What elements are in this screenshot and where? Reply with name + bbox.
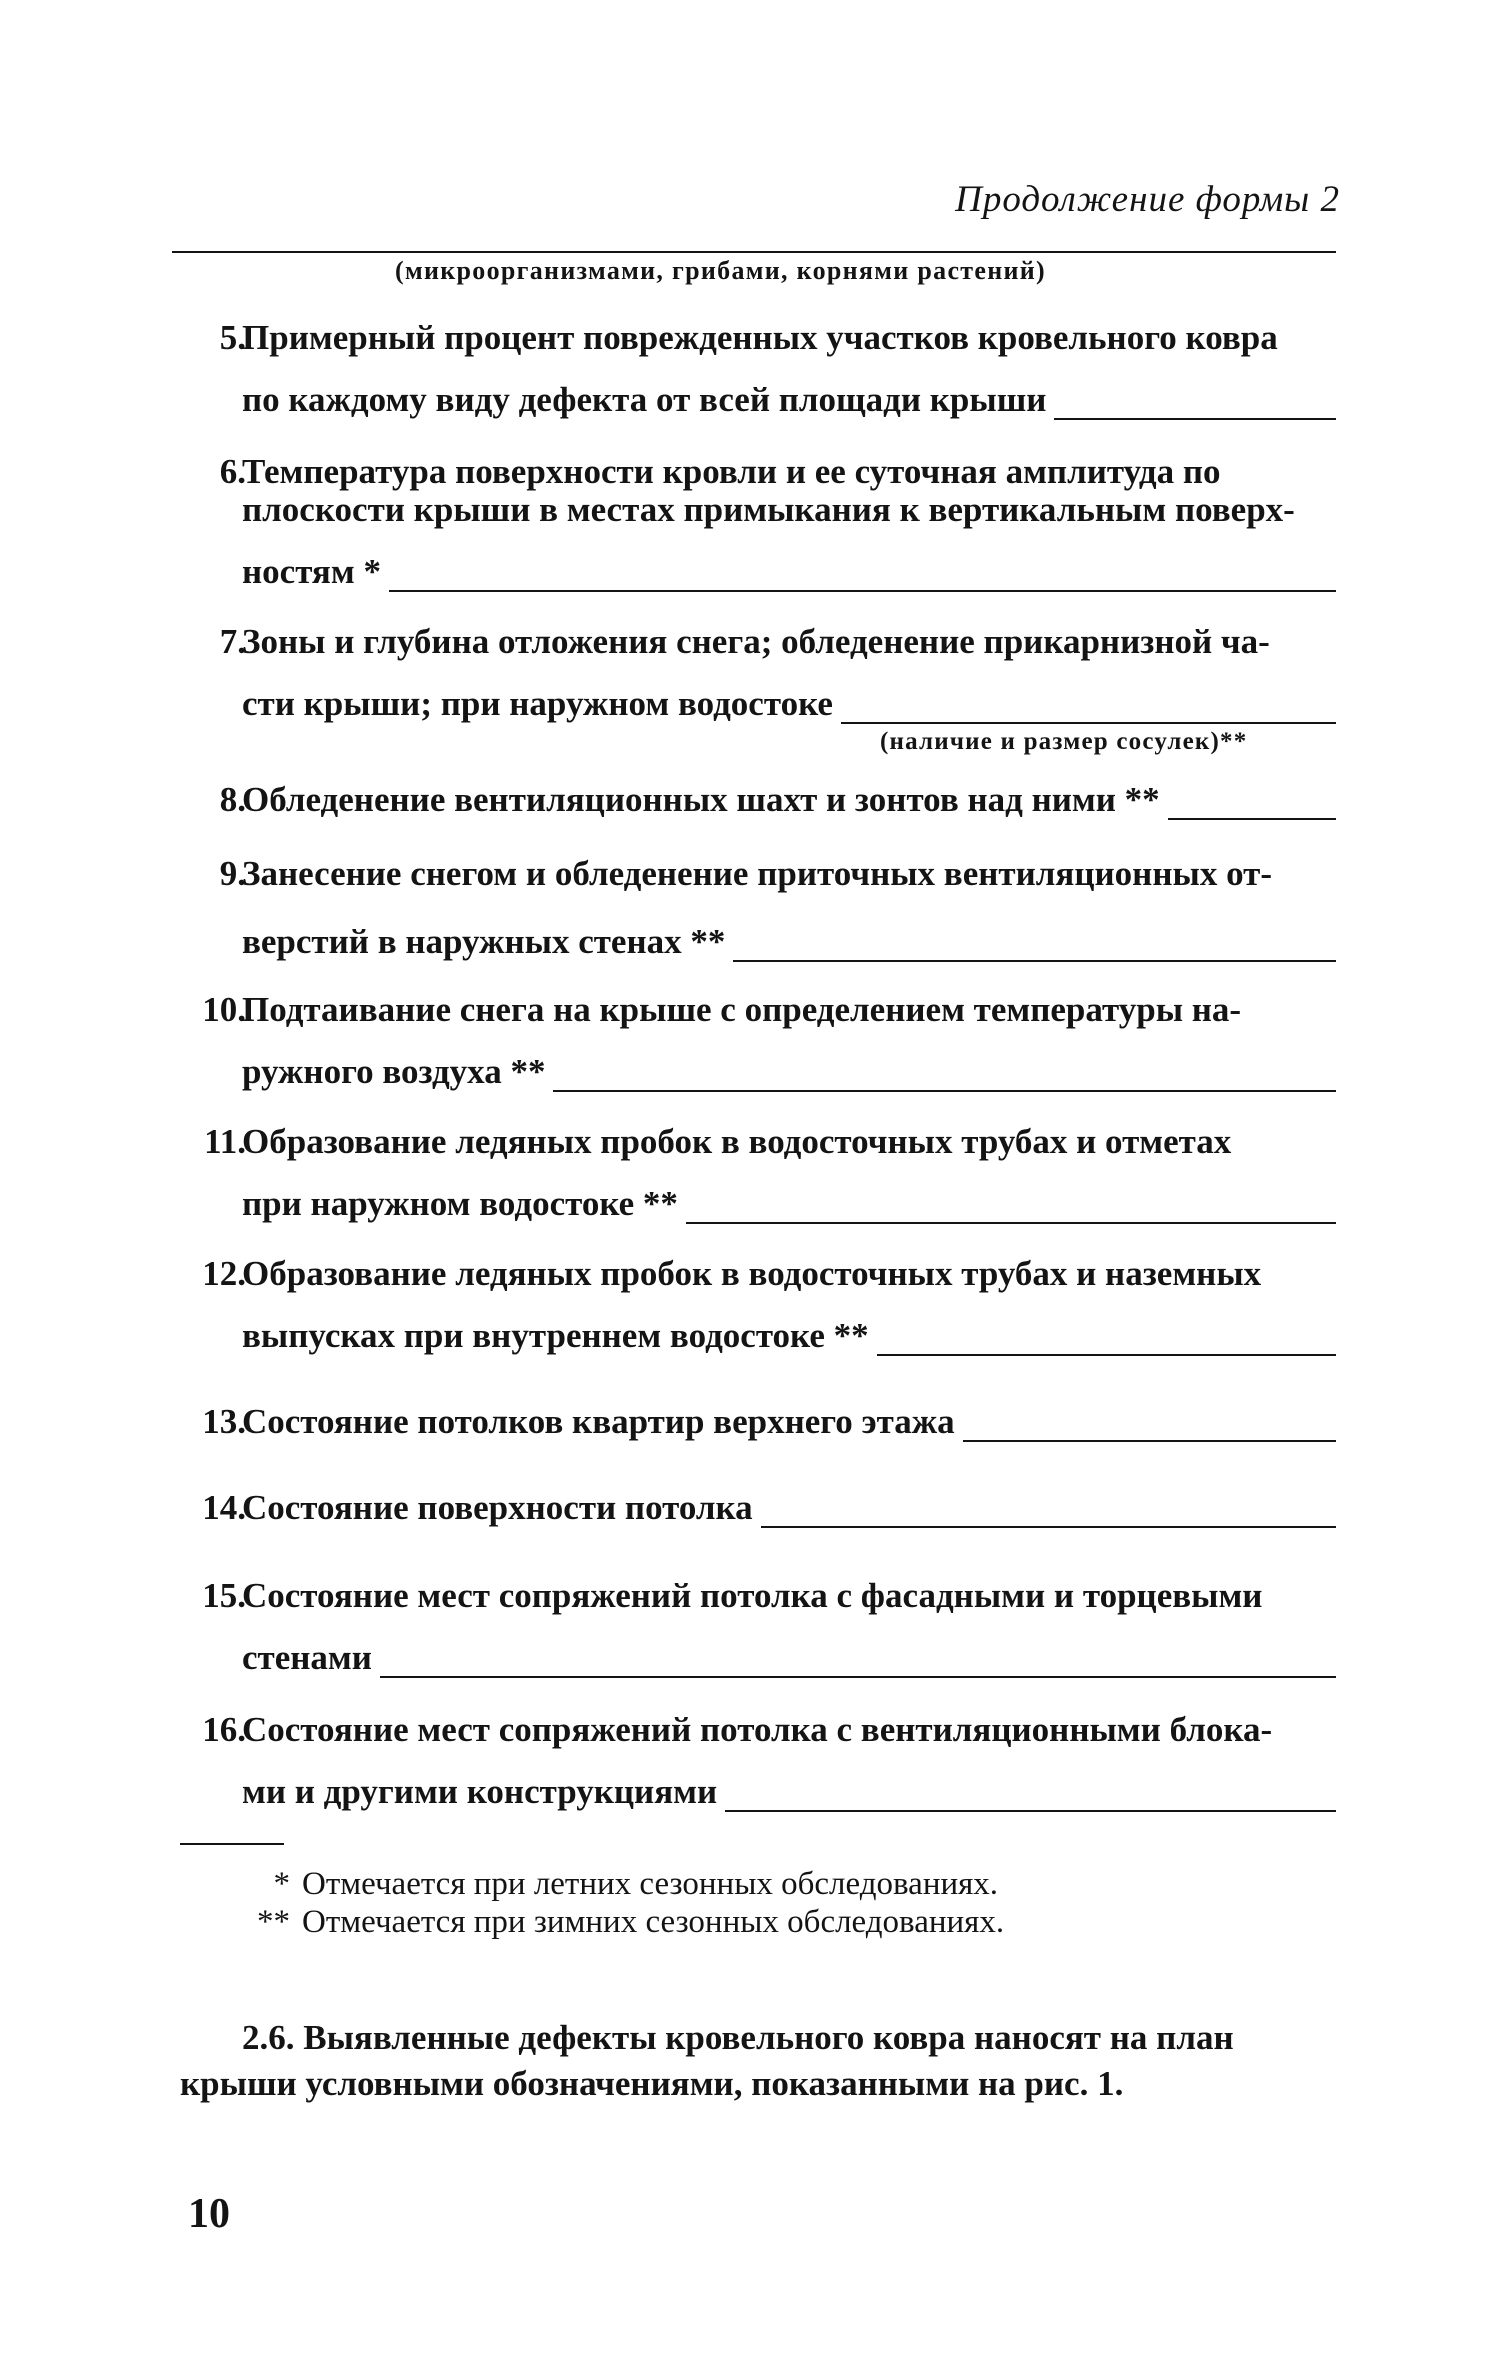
page-number: 10 — [188, 2191, 230, 2237]
answer-caption: (наличие и размер сосулек)** — [880, 728, 1248, 755]
answer-line — [877, 1324, 1336, 1356]
item-text-line: Состояние мест сопряжений потолка с фасадными и торцевыми — [242, 1576, 1263, 1615]
item-text-line: Состояние потолков квартир верхнего этажа — [242, 1402, 1336, 1442]
answer-line — [553, 1060, 1336, 1092]
footnote-divider — [180, 1843, 284, 1845]
item-number: 11. — [204, 1122, 246, 1161]
item-text-line: выпусках при внутреннем водостоке ** — [242, 1316, 1336, 1356]
item-text-line: Подтаивание снега на крыше с определением температуры на- — [242, 990, 1242, 1029]
footnote — [240, 1866, 998, 1903]
top-divider — [172, 251, 1336, 253]
item-number: 9. — [219, 854, 246, 893]
form-continuation-header: Продолжение формы 2 — [955, 179, 1340, 220]
answer-line — [963, 1410, 1336, 1442]
item-text-line: ми и другими конструкциями — [242, 1772, 1336, 1812]
paragraph-line: 2.6. Выявленные дефекты кровельного ковра наносят на план — [242, 2018, 1234, 2057]
answer-line — [761, 1496, 1336, 1528]
footnote-mark: * — [273, 1866, 290, 1902]
item-text-line: плоскости крыши в местах примыкания к вертикальным поверх- — [242, 490, 1295, 529]
item-text-line: ружного воздуха ** — [242, 1052, 1336, 1092]
item-text-line: ностям * — [242, 552, 1336, 592]
item-text-line: по каждому виду дефекта от всей площади крыши — [242, 380, 1336, 420]
answer-line — [686, 1192, 1336, 1224]
item-text-line: Образование ледяных пробок в водосточных трубах и наземных — [242, 1254, 1262, 1293]
footnote-text: Отмечается при зимних сезонных обследованиях. — [302, 1904, 1005, 1940]
item-number: 14. — [202, 1488, 246, 1527]
item-text-line: Обледенение вентиляционных шахт и зонтов над ними ** — [242, 780, 1336, 820]
item-text-line: Состояние поверхности потолка — [242, 1488, 1336, 1528]
item-text-line: Зоны и глубина отложения снега; обледенение прикарнизной ча- — [242, 622, 1270, 661]
answer-line — [380, 1646, 1336, 1678]
item-number: 5. — [219, 318, 246, 357]
item-number: 15. — [202, 1576, 246, 1615]
paragraph-line: крыши условными обозначениями, показанными на рис. 1. — [180, 2064, 1124, 2103]
item-number: 7. — [219, 622, 246, 661]
answer-line — [1168, 788, 1336, 820]
item-number: 8. — [219, 780, 246, 819]
item-text-line: Примерный процент поврежденных участков кровельного ковра — [242, 318, 1278, 357]
item-number: 13. — [202, 1402, 246, 1441]
answer-line — [725, 1780, 1336, 1812]
top-field-caption: (микроорганизмами, грибами, корнями растений) — [395, 256, 1047, 285]
item-text-line: верстий в наружных стенах ** — [242, 922, 1336, 962]
answer-line — [1054, 388, 1336, 420]
footnote-mark: ** — [257, 1904, 290, 1940]
item-number: 10. — [202, 990, 246, 1029]
item-text-line: стенами — [242, 1638, 1336, 1678]
item-text-line: Образование ледяных пробок в водосточных трубах и отметах — [242, 1122, 1232, 1161]
item-number: 6. — [219, 452, 246, 491]
item-number: 12. — [202, 1254, 246, 1293]
item-text-line: Занесение снегом и обледенение приточных вентиляционных от- — [242, 854, 1272, 893]
footnote — [240, 1904, 1004, 1941]
footnote-text: Отмечается при летних сезонных обследованиях. — [302, 1866, 999, 1902]
item-text-line: сти крыши; при наружном водостоке — [242, 684, 1336, 724]
answer-line — [389, 560, 1336, 592]
item-text-line: при наружном водостоке ** — [242, 1184, 1336, 1224]
item-number: 16. — [202, 1710, 246, 1749]
answer-line — [733, 930, 1336, 962]
item-text-line: Температура поверхности кровли и ее суточная амплитуда по — [242, 452, 1221, 491]
answer-line — [841, 692, 1336, 724]
item-text-line: Состояние мест сопряжений потолка с вентиляционными блока- — [242, 1710, 1273, 1749]
